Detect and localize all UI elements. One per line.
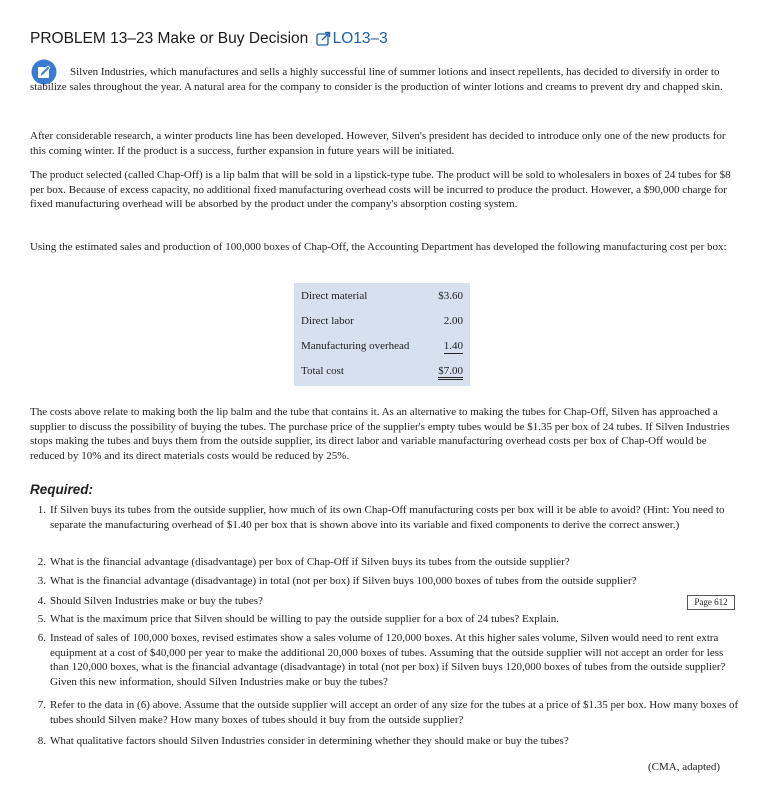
row-value: $7.00 [438,365,463,380]
question-number: 3. [37,575,46,587]
paragraph-cost-intro: Using the estimated sales and production of 100,000 boxes of Chap-Off, the Accounting Department has developed the following manufacturing cost per box: [30,241,727,253]
question-number: 4. [37,595,46,607]
question-text: What qualitative factors should Silven Industries consider in determining whether they should make or buy the tubes? [50,735,569,747]
question-text: What is the maximum price that Silven should be willing to pay the outside supplier for a box of 24 tubes? Explain. [50,613,559,625]
question-number: 7. [37,699,46,711]
row-label: Direct material [301,290,368,302]
row-label: Manufacturing overhead [301,340,410,352]
cost-per-box-table [294,283,470,386]
source-note: (CMA, adapted) [648,761,721,773]
question-text: What is the financial advantage (disadvantage) in total (not per box) if Silven buys 100,000 boxes of tubes from the outside supplier? [50,575,637,587]
question-number: 6. [37,632,46,644]
table-row-total [301,365,463,381]
problem-title [30,30,388,51]
table-row [301,315,463,331]
question-text: Instead of sales of 100,000 boxes, revised estimates show a sales volume of 120,000 boxes. At this higher sales volume, Silven would need to rent extra equipment at a cost of $40,000 per year to make the additional 20,000 boxes of tubes. Assuming that the outside supplier will not accept an order for less than 120,000 boxes, what is the financial advantage (disadvantage) in total (not per box) if Silven buys 120,000 boxes of tubes from the outside supplier? Given this new information, should Silven Industries make or buy the tubes? [50,632,726,688]
question-text: What is the financial advantage (disadvantage) per box of Chap-Off if Silven buys its tubes from the outside supplier? [50,556,570,568]
row-label: Direct labor [301,315,354,327]
paragraph-alternative: The costs above relate to making both the lip balm and the tube that contains it. As an alternative to making the tubes for Chap-Off, Silven has approached a supplier to discuss the possibility of buying the tubes. The purchase price of the supplier's empty tubes would be $1.35 per box of 24 tubes. If Silven Industries stops making the tubes and buys them from the outside supplier, its direct labor and variable manufacturing overhead costs per box of Chap-Off would be reduced by 10% and its direct materials costs would be reduced by 25%. [30,406,730,462]
learning-objective-link[interactable]: LO13–3 [332,30,388,47]
paragraph-product: The product selected (called Chap-Off) is a lip balm that will be sold in a lipstick-type tube. The product will be sold to wholesalers in boxes of 24 tubes for $8 per box. Because of excess capacity, no additional fixed manufacturing overhead costs will be incurred to produce the product. However, a $90,000 charge for fixed manufacturing overhead will be absorbed by the product under the company's absorption costing system. [30,169,731,210]
page-marker: Page 612 [687,595,735,610]
row-value: $3.60 [438,290,463,302]
table-row [301,340,463,356]
row-value: 2.00 [443,315,463,327]
required-heading: Required: [30,482,94,497]
paragraph-intro: Silven Industries, which manufactures and sells a highly successful line of summer lotions and insect repellents, has decided to diversify in order to stabilize sales throughout the year. A natural area for the company to consider is the production of winter lotions and creams to prevent dry and chapped skin. [30,66,723,93]
problem-title-text: PROBLEM 13–23 Make or Buy Decision [30,30,309,47]
row-label: Total cost [301,365,344,377]
question-text: Should Silven Industries make or buy the tubes? [50,595,263,607]
question-number: 8. [37,735,46,747]
question-number: 2. [37,556,46,568]
external-link-icon[interactable] [316,31,331,51]
row-value: 1.40 [443,340,463,352]
paragraph-research: After considerable research, a winter products line has been developed. However, Silven's president has decided to introduce only one of the new products for this coming winter. If the product is a success, further expansion in future years will be initiated. [30,130,726,157]
question-number: 5. [37,613,46,625]
table-row [301,290,463,306]
question-text: Refer to the data in (6) above. Assume that the outside supplier will accept an order of any size for the tubes at a price of $1.35 per box. How many boxes of tubes should Silven make? How many boxes of tubes should it buy from the outside supplier? [50,699,739,726]
question-text: If Silven buys its tubes from the outside supplier, how much of its own Chap-Off manufacturing costs per box will it be able to avoid? (Hint: You need to separate the manufacturing overhead of $1.40 per box that is shown above into its variable and fixed components to derive the correct answer.) [50,504,725,531]
question-number: 1. [37,504,46,516]
